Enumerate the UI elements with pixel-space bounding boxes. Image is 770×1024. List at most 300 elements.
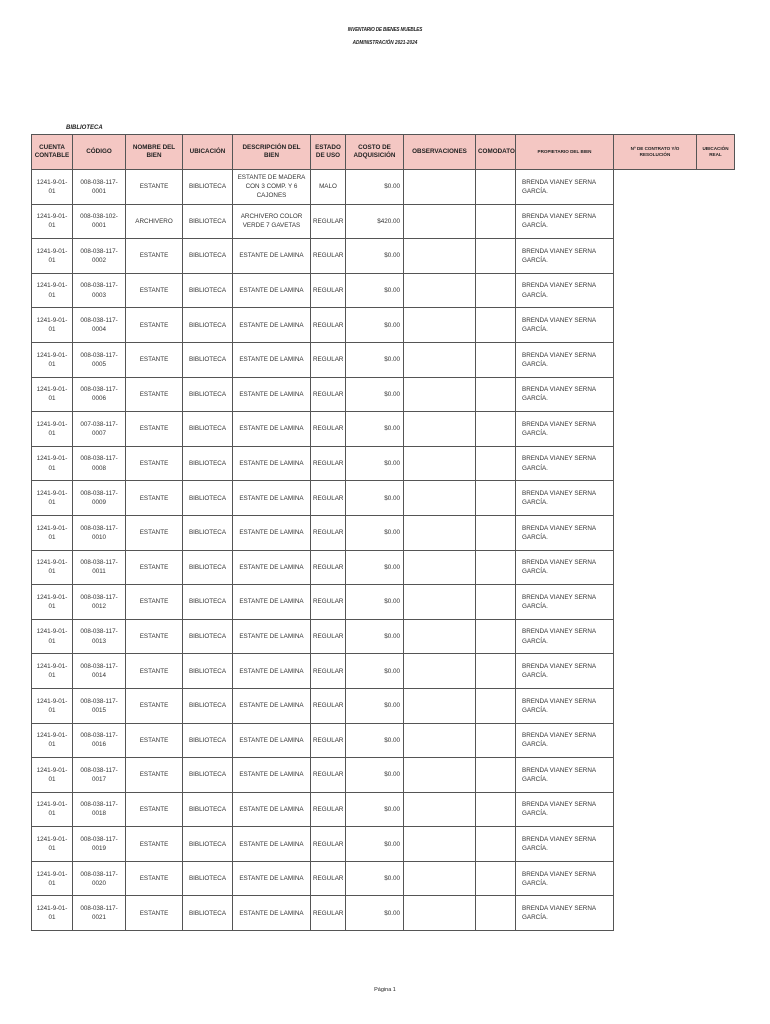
- cell-nombre: ESTANTE: [126, 446, 183, 481]
- cell-contrato: [614, 308, 697, 343]
- cell-comodato: [476, 827, 516, 862]
- cell-descripcion: ESTANTE DE LAMINA: [233, 723, 311, 758]
- cell-descripcion: ESTANTE DE LAMINA: [233, 308, 311, 343]
- cell-ubicacion: BIBLIOTECA: [183, 239, 233, 274]
- cell-codigo: 008-038-117-0010: [73, 515, 126, 550]
- column-header-propietario: PROPIETARIO DEL BIEN: [516, 135, 614, 170]
- cell-cuenta: 1241-9-01-01: [32, 585, 73, 620]
- cell-observaciones: [404, 481, 476, 516]
- table-row: [32, 481, 735, 516]
- cell-contrato: [614, 342, 697, 377]
- cell-ubicacion-real: [697, 792, 735, 827]
- cell-contrato: [614, 758, 697, 793]
- cell-nombre: ESTANTE: [126, 377, 183, 412]
- cell-ubicacion: BIBLIOTECA: [183, 585, 233, 620]
- cell-propietario: BRENDA VIANEY SERNA GARCÍA.: [516, 446, 614, 481]
- cell-descripcion: ESTANTE DE MADERA CON 3 COMP. Y 6 CAJONES: [233, 170, 311, 205]
- cell-estado: REGULAR: [311, 446, 346, 481]
- section-label: BIBLIOTECA: [66, 125, 103, 131]
- cell-propietario: BRENDA VIANEY SERNA GARCÍA.: [516, 481, 614, 516]
- cell-observaciones: [404, 896, 476, 931]
- table-row: [32, 515, 735, 550]
- table-row: [32, 654, 735, 689]
- cell-codigo: 008-038-117-0019: [73, 827, 126, 862]
- cell-codigo: 008-038-117-0018: [73, 792, 126, 827]
- cell-ubicacion: BIBLIOTECA: [183, 619, 233, 654]
- cell-propietario: BRENDA VIANEY SERNA GARCÍA.: [516, 308, 614, 343]
- cell-descripcion: ESTANTE DE LAMINA: [233, 446, 311, 481]
- cell-nombre: ESTANTE: [126, 481, 183, 516]
- cell-codigo: 008-038-102-0001: [73, 204, 126, 239]
- table-row: [32, 585, 735, 620]
- cell-nombre: ESTANTE: [126, 170, 183, 205]
- cell-descripcion: ESTANTE DE LAMINA: [233, 792, 311, 827]
- cell-estado: REGULAR: [311, 550, 346, 585]
- cell-ubicacion: BIBLIOTECA: [183, 654, 233, 689]
- cell-observaciones: [404, 204, 476, 239]
- table-row: [32, 861, 735, 896]
- cell-cuenta: 1241-9-01-01: [32, 239, 73, 274]
- cell-estado: REGULAR: [311, 723, 346, 758]
- cell-observaciones: [404, 792, 476, 827]
- cell-contrato: [614, 896, 697, 931]
- cell-ubicacion-real: [697, 273, 735, 308]
- cell-ubicacion: BIBLIOTECA: [183, 861, 233, 896]
- cell-estado: REGULAR: [311, 688, 346, 723]
- cell-nombre: ESTANTE: [126, 308, 183, 343]
- cell-costo: $420.00: [346, 204, 404, 239]
- table-row: [32, 792, 735, 827]
- cell-descripcion: ESTANTE DE LAMINA: [233, 585, 311, 620]
- cell-cuenta: 1241-9-01-01: [32, 758, 73, 793]
- cell-cuenta: 1241-9-01-01: [32, 861, 73, 896]
- cell-estado: REGULAR: [311, 481, 346, 516]
- cell-codigo: 007-038-117-0007: [73, 412, 126, 447]
- cell-observaciones: [404, 342, 476, 377]
- cell-comodato: [476, 550, 516, 585]
- cell-nombre: ESTANTE: [126, 550, 183, 585]
- cell-cuenta: 1241-9-01-01: [32, 412, 73, 447]
- cell-costo: $0.00: [346, 723, 404, 758]
- cell-ubicacion-real: [697, 446, 735, 481]
- cell-ubicacion-real: [697, 723, 735, 758]
- cell-costo: $0.00: [346, 308, 404, 343]
- cell-cuenta: 1241-9-01-01: [32, 619, 73, 654]
- cell-propietario: BRENDA VIANEY SERNA GARCÍA.: [516, 204, 614, 239]
- column-header-comodato: COMODATO: [476, 135, 516, 170]
- cell-observaciones: [404, 550, 476, 585]
- table-body: [32, 170, 735, 931]
- cell-estado: REGULAR: [311, 204, 346, 239]
- cell-contrato: [614, 585, 697, 620]
- cell-propietario: BRENDA VIANEY SERNA GARCÍA.: [516, 688, 614, 723]
- cell-costo: $0.00: [346, 758, 404, 793]
- cell-codigo: 008-038-117-0001: [73, 170, 126, 205]
- cell-comodato: [476, 239, 516, 274]
- cell-comodato: [476, 204, 516, 239]
- cell-comodato: [476, 446, 516, 481]
- cell-comodato: [476, 758, 516, 793]
- cell-contrato: [614, 723, 697, 758]
- cell-propietario: BRENDA VIANEY SERNA GARCÍA.: [516, 377, 614, 412]
- cell-estado: REGULAR: [311, 619, 346, 654]
- table-row: [32, 619, 735, 654]
- cell-nombre: ESTANTE: [126, 515, 183, 550]
- cell-propietario: BRENDA VIANEY SERNA GARCÍA.: [516, 619, 614, 654]
- cell-nombre: ESTANTE: [126, 827, 183, 862]
- cell-codigo: 008-038-117-0014: [73, 654, 126, 689]
- cell-contrato: [614, 550, 697, 585]
- column-header-ubicacion: UBICACIÓN: [183, 135, 233, 170]
- inventory-table: [31, 134, 735, 931]
- cell-ubicacion: BIBLIOTECA: [183, 827, 233, 862]
- cell-ubicacion: BIBLIOTECA: [183, 723, 233, 758]
- cell-ubicacion-real: [697, 412, 735, 447]
- cell-ubicacion-real: [697, 585, 735, 620]
- cell-estado: REGULAR: [311, 239, 346, 274]
- cell-descripcion: ESTANTE DE LAMINA: [233, 412, 311, 447]
- cell-comodato: [476, 308, 516, 343]
- cell-contrato: [614, 377, 697, 412]
- cell-ubicacion: BIBLIOTECA: [183, 204, 233, 239]
- cell-estado: REGULAR: [311, 758, 346, 793]
- cell-descripcion: ARCHIVERO COLOR VERDE 7 GAVETAS: [233, 204, 311, 239]
- cell-costo: $0.00: [346, 585, 404, 620]
- cell-nombre: ESTANTE: [126, 273, 183, 308]
- cell-comodato: [476, 273, 516, 308]
- cell-costo: $0.00: [346, 239, 404, 274]
- cell-propietario: BRENDA VIANEY SERNA GARCÍA.: [516, 861, 614, 896]
- column-header-contrato: Nº DE CONTRATO Y/O RESOLUCIÓN: [614, 135, 697, 170]
- cell-comodato: [476, 342, 516, 377]
- cell-estado: REGULAR: [311, 377, 346, 412]
- cell-codigo: 008-038-117-0021: [73, 896, 126, 931]
- cell-propietario: BRENDA VIANEY SERNA GARCÍA.: [516, 515, 614, 550]
- cell-contrato: [614, 515, 697, 550]
- cell-propietario: BRENDA VIANEY SERNA GARCÍA.: [516, 792, 614, 827]
- cell-comodato: [476, 723, 516, 758]
- cell-codigo: 008-038-117-0002: [73, 239, 126, 274]
- cell-observaciones: [404, 619, 476, 654]
- cell-costo: $0.00: [346, 377, 404, 412]
- cell-costo: $0.00: [346, 896, 404, 931]
- cell-costo: $0.00: [346, 550, 404, 585]
- cell-codigo: 008-038-117-0009: [73, 481, 126, 516]
- column-header-descripcion: DESCRIPCIÓN DEL BIEN: [233, 135, 311, 170]
- cell-costo: $0.00: [346, 170, 404, 205]
- cell-comodato: [476, 585, 516, 620]
- table-row: [32, 688, 735, 723]
- cell-codigo: 008-038-117-0015: [73, 688, 126, 723]
- cell-descripcion: ESTANTE DE LAMINA: [233, 758, 311, 793]
- cell-descripcion: ESTANTE DE LAMINA: [233, 377, 311, 412]
- cell-cuenta: 1241-9-01-01: [32, 550, 73, 585]
- table-row: [32, 412, 735, 447]
- cell-descripcion: ESTANTE DE LAMINA: [233, 481, 311, 516]
- table-row: [32, 550, 735, 585]
- cell-comodato: [476, 481, 516, 516]
- cell-ubicacion-real: [697, 515, 735, 550]
- cell-costo: $0.00: [346, 412, 404, 447]
- cell-costo: $0.00: [346, 654, 404, 689]
- cell-cuenta: 1241-9-01-01: [32, 792, 73, 827]
- cell-contrato: [614, 861, 697, 896]
- cell-cuenta: 1241-9-01-01: [32, 204, 73, 239]
- document-subtitle: ADMINISTRACIÓN 2021-2024: [352, 40, 418, 46]
- cell-descripcion: ESTANTE DE LAMINA: [233, 239, 311, 274]
- cell-ubicacion-real: [697, 239, 735, 274]
- cell-estado: REGULAR: [311, 654, 346, 689]
- cell-comodato: [476, 619, 516, 654]
- cell-ubicacion-real: [697, 377, 735, 412]
- page-number: Página 1: [374, 987, 396, 993]
- cell-comodato: [476, 377, 516, 412]
- cell-ubicacion-real: [697, 550, 735, 585]
- cell-codigo: 008-038-117-0003: [73, 273, 126, 308]
- cell-estado: REGULAR: [311, 896, 346, 931]
- cell-comodato: [476, 654, 516, 689]
- cell-nombre: ESTANTE: [126, 723, 183, 758]
- cell-codigo: 008-038-117-0004: [73, 308, 126, 343]
- cell-observaciones: [404, 654, 476, 689]
- cell-cuenta: 1241-9-01-01: [32, 515, 73, 550]
- cell-estado: REGULAR: [311, 273, 346, 308]
- cell-comodato: [476, 515, 516, 550]
- cell-estado: REGULAR: [311, 585, 346, 620]
- cell-observaciones: [404, 170, 476, 205]
- cell-cuenta: 1241-9-01-01: [32, 723, 73, 758]
- cell-costo: $0.00: [346, 861, 404, 896]
- cell-costo: $0.00: [346, 446, 404, 481]
- cell-descripcion: ESTANTE DE LAMINA: [233, 515, 311, 550]
- cell-cuenta: 1241-9-01-01: [32, 827, 73, 862]
- cell-ubicacion-real: [697, 170, 735, 205]
- cell-nombre: ESTANTE: [126, 619, 183, 654]
- document-title: INVENTARIO DE BIENES MUEBLES: [347, 27, 423, 33]
- table-row: [32, 342, 735, 377]
- cell-contrato: [614, 412, 697, 447]
- cell-nombre: ESTANTE: [126, 654, 183, 689]
- cell-estado: REGULAR: [311, 827, 346, 862]
- cell-contrato: [614, 273, 697, 308]
- cell-comodato: [476, 688, 516, 723]
- cell-codigo: 008-038-117-0016: [73, 723, 126, 758]
- cell-ubicacion: BIBLIOTECA: [183, 550, 233, 585]
- cell-observaciones: [404, 723, 476, 758]
- cell-costo: $0.00: [346, 619, 404, 654]
- column-header-observaciones: OBSERVACIONES: [404, 135, 476, 170]
- cell-ubicacion: BIBLIOTECA: [183, 377, 233, 412]
- cell-propietario: BRENDA VIANEY SERNA GARCÍA.: [516, 273, 614, 308]
- cell-codigo: 008-038-117-0020: [73, 861, 126, 896]
- cell-comodato: [476, 412, 516, 447]
- table-row: [32, 896, 735, 931]
- cell-observaciones: [404, 273, 476, 308]
- cell-descripcion: ESTANTE DE LAMINA: [233, 861, 311, 896]
- cell-contrato: [614, 204, 697, 239]
- cell-observaciones: [404, 412, 476, 447]
- cell-cuenta: 1241-9-01-01: [32, 896, 73, 931]
- cell-propietario: BRENDA VIANEY SERNA GARCÍA.: [516, 758, 614, 793]
- cell-costo: $0.00: [346, 342, 404, 377]
- table-row: [32, 308, 735, 343]
- cell-contrato: [614, 239, 697, 274]
- cell-propietario: BRENDA VIANEY SERNA GARCÍA.: [516, 654, 614, 689]
- cell-estado: REGULAR: [311, 412, 346, 447]
- cell-ubicacion-real: [697, 861, 735, 896]
- table-row: [32, 273, 735, 308]
- cell-ubicacion-real: [697, 896, 735, 931]
- cell-codigo: 008-038-117-0005: [73, 342, 126, 377]
- cell-ubicacion-real: [697, 758, 735, 793]
- cell-ubicacion-real: [697, 308, 735, 343]
- cell-ubicacion-real: [697, 654, 735, 689]
- cell-codigo: 008-038-117-0006: [73, 377, 126, 412]
- cell-propietario: BRENDA VIANEY SERNA GARCÍA.: [516, 239, 614, 274]
- cell-nombre: ESTANTE: [126, 792, 183, 827]
- cell-propietario: BRENDA VIANEY SERNA GARCÍA.: [516, 585, 614, 620]
- cell-codigo: 008-038-117-0008: [73, 446, 126, 481]
- cell-estado: REGULAR: [311, 308, 346, 343]
- cell-costo: $0.00: [346, 827, 404, 862]
- cell-ubicacion-real: [697, 619, 735, 654]
- cell-contrato: [614, 688, 697, 723]
- cell-nombre: ESTANTE: [126, 688, 183, 723]
- cell-ubicacion: BIBLIOTECA: [183, 481, 233, 516]
- cell-propietario: BRENDA VIANEY SERNA GARCÍA.: [516, 170, 614, 205]
- cell-descripcion: ESTANTE DE LAMINA: [233, 550, 311, 585]
- column-header-estado: ESTADO DE USO: [311, 135, 346, 170]
- cell-nombre: ESTANTE: [126, 239, 183, 274]
- table-row: [32, 204, 735, 239]
- cell-descripcion: ESTANTE DE LAMINA: [233, 342, 311, 377]
- cell-cuenta: 1241-9-01-01: [32, 170, 73, 205]
- cell-ubicacion-real: [697, 688, 735, 723]
- cell-descripcion: ESTANTE DE LAMINA: [233, 827, 311, 862]
- column-header-nombre: NOMBRE DEL BIEN: [126, 135, 183, 170]
- cell-observaciones: [404, 239, 476, 274]
- cell-codigo: 008-038-117-0013: [73, 619, 126, 654]
- cell-observaciones: [404, 688, 476, 723]
- cell-ubicacion-real: [697, 827, 735, 862]
- cell-ubicacion: BIBLIOTECA: [183, 170, 233, 205]
- cell-cuenta: 1241-9-01-01: [32, 481, 73, 516]
- cell-descripcion: ESTANTE DE LAMINA: [233, 654, 311, 689]
- table-row: [32, 446, 735, 481]
- cell-ubicacion: BIBLIOTECA: [183, 446, 233, 481]
- cell-cuenta: 1241-9-01-01: [32, 308, 73, 343]
- cell-estado: REGULAR: [311, 861, 346, 896]
- cell-contrato: [614, 619, 697, 654]
- cell-propietario: BRENDA VIANEY SERNA GARCÍA.: [516, 342, 614, 377]
- cell-propietario: BRENDA VIANEY SERNA GARCÍA.: [516, 723, 614, 758]
- cell-observaciones: [404, 515, 476, 550]
- cell-costo: $0.00: [346, 515, 404, 550]
- table-row: [32, 239, 735, 274]
- cell-nombre: ESTANTE: [126, 861, 183, 896]
- cell-cuenta: 1241-9-01-01: [32, 273, 73, 308]
- cell-observaciones: [404, 377, 476, 412]
- cell-cuenta: 1241-9-01-01: [32, 342, 73, 377]
- cell-contrato: [614, 792, 697, 827]
- table-header-row: [32, 135, 735, 170]
- cell-ubicacion-real: [697, 481, 735, 516]
- table-row: [32, 723, 735, 758]
- cell-descripcion: ESTANTE DE LAMINA: [233, 688, 311, 723]
- cell-observaciones: [404, 585, 476, 620]
- table-row: [32, 758, 735, 793]
- cell-propietario: BRENDA VIANEY SERNA GARCÍA.: [516, 550, 614, 585]
- cell-propietario: BRENDA VIANEY SERNA GARCÍA.: [516, 896, 614, 931]
- cell-codigo: 008-038-117-0011: [73, 550, 126, 585]
- cell-ubicacion: BIBLIOTECA: [183, 342, 233, 377]
- cell-estado: MALO: [311, 170, 346, 205]
- cell-cuenta: 1241-9-01-01: [32, 688, 73, 723]
- cell-ubicacion: BIBLIOTECA: [183, 412, 233, 447]
- cell-ubicacion: BIBLIOTECA: [183, 792, 233, 827]
- cell-ubicacion-real: [697, 342, 735, 377]
- cell-contrato: [614, 654, 697, 689]
- cell-observaciones: [404, 308, 476, 343]
- table-row: [32, 827, 735, 862]
- cell-descripcion: ESTANTE DE LAMINA: [233, 273, 311, 308]
- cell-cuenta: 1241-9-01-01: [32, 446, 73, 481]
- cell-contrato: [614, 170, 697, 205]
- cell-codigo: 008-038-117-0012: [73, 585, 126, 620]
- table-row: [32, 170, 735, 205]
- cell-contrato: [614, 481, 697, 516]
- cell-estado: REGULAR: [311, 792, 346, 827]
- cell-ubicacion: BIBLIOTECA: [183, 758, 233, 793]
- cell-comodato: [476, 896, 516, 931]
- cell-cuenta: 1241-9-01-01: [32, 377, 73, 412]
- cell-costo: $0.00: [346, 481, 404, 516]
- cell-nombre: ESTANTE: [126, 758, 183, 793]
- cell-nombre: ESTANTE: [126, 412, 183, 447]
- cell-observaciones: [404, 827, 476, 862]
- cell-nombre: ARCHIVERO: [126, 204, 183, 239]
- cell-costo: $0.00: [346, 273, 404, 308]
- column-header-costo: COSTO DE ADQUISICIÓN: [346, 135, 404, 170]
- cell-costo: $0.00: [346, 792, 404, 827]
- cell-nombre: ESTANTE: [126, 896, 183, 931]
- cell-cuenta: 1241-9-01-01: [32, 654, 73, 689]
- cell-ubicacion: BIBLIOTECA: [183, 896, 233, 931]
- cell-observaciones: [404, 446, 476, 481]
- cell-observaciones: [404, 861, 476, 896]
- column-header-codigo: CÓDIGO: [73, 135, 126, 170]
- cell-ubicacion-real: [697, 204, 735, 239]
- cell-propietario: BRENDA VIANEY SERNA GARCÍA.: [516, 827, 614, 862]
- cell-ubicacion: BIBLIOTECA: [183, 273, 233, 308]
- cell-contrato: [614, 827, 697, 862]
- cell-codigo: 008-038-117-0017: [73, 758, 126, 793]
- cell-contrato: [614, 446, 697, 481]
- cell-nombre: ESTANTE: [126, 342, 183, 377]
- table-row: [32, 377, 735, 412]
- cell-estado: REGULAR: [311, 342, 346, 377]
- column-header-ubicacion-real: UBICACIÓN REAL: [697, 135, 735, 170]
- column-header-cuenta: CUENTA CONTABLE: [32, 135, 73, 170]
- cell-comodato: [476, 792, 516, 827]
- cell-estado: REGULAR: [311, 515, 346, 550]
- cell-ubicacion: BIBLIOTECA: [183, 308, 233, 343]
- cell-comodato: [476, 170, 516, 205]
- cell-comodato: [476, 861, 516, 896]
- cell-observaciones: [404, 758, 476, 793]
- cell-descripcion: ESTANTE DE LAMINA: [233, 896, 311, 931]
- cell-descripcion: ESTANTE DE LAMINA: [233, 619, 311, 654]
